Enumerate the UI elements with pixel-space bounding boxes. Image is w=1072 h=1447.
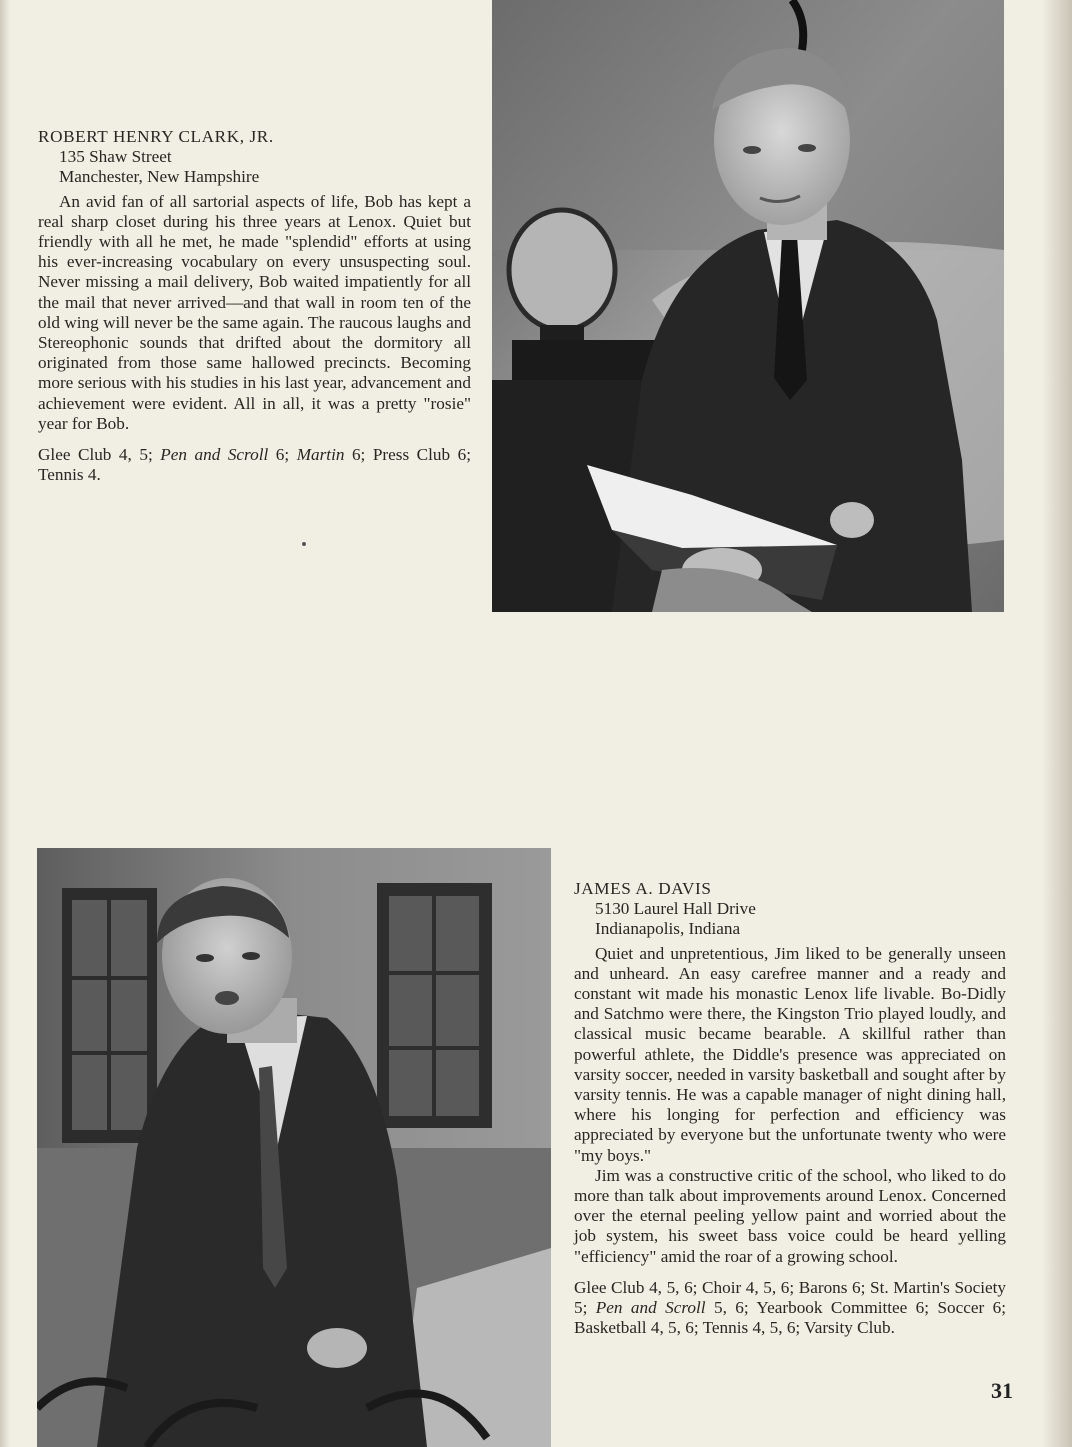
activities: Glee Club 4, 5; Pen and Scroll 6; Martin 6; Press Club 6; Tennis 4. bbox=[38, 445, 472, 485]
street-address: 135 Shaw Street bbox=[59, 147, 172, 167]
city-state: Manchester, New Hampshire bbox=[59, 167, 260, 187]
senior-entry-clark bbox=[38, 127, 471, 485]
city-state: Indianapolis, Indiana bbox=[595, 919, 741, 939]
page-gutter-shadow bbox=[0, 0, 10, 1447]
biography-part-2: Jim was a constructive critic of the school, who liked to do more than talk about improvements around Lenox. Concerned over the eternal peeling yellow paint and worried about the job system, his sweet bass voice could be heard yelling "efficiency" amid the roar of a growing school. bbox=[574, 1165, 1006, 1266]
portrait-photo-clark bbox=[492, 0, 1004, 612]
street-address: 5130 Laurel Hall Drive bbox=[595, 899, 756, 919]
print-speck bbox=[302, 542, 306, 546]
page-number: 31 bbox=[991, 1378, 1013, 1403]
biography: An avid fan of all sartorial aspects of life, Bob has kept a real sharp closet during his three years at Lenox. Quiet but friendly with all he met, he made "splendid" efforts at using his ever-increasing vocabulary on every unsuspecting soul. Never missing a mail delivery, Bob waited impatiently for all the mail that never arrived—and that wall in room ten of the old wing will never be the same again. The raucous laughs and Stereophonic sounds that drifted about the dormitory all originated from those same hallowed precincts. Becoming more serious with his studies in his last year, advancement and achievement were evident. All in all, it was a pretty "rosie" year for Bob. bbox=[38, 191, 471, 433]
page-edge bbox=[1042, 0, 1072, 1447]
senior-entry-davis bbox=[574, 879, 1006, 1338]
student-name: JAMES A. DAVIS bbox=[574, 879, 712, 898]
student-name: ROBERT HENRY CLARK, JR. bbox=[38, 127, 274, 146]
biography-part-1: Quiet and unpretentious, Jim liked to be generally unseen and unheard. An easy carefree manner and a ready and constant wit made his monastic Lenox life livable. Bo-Didly and Satchmo were there, the Kingston Trio played loudly, and classical music became bearable. A skillful rather than powerful athlete, the Diddle's presence was appreciated on varsity soccer, needed in varsity basketball and sought after by varsity tennis. He was a capable manager of night dining hall, where his longing for perfection and efficiency was appreciated by everyone but the unfortunate twenty who were "my boys." bbox=[574, 943, 1006, 1165]
activities: Glee Club 4, 5, 6; Choir 4, 5, 6; Barons 6; St. Martin's Society 5; Pen and Scroll 5, 6; Yearbook Committee 6; Soccer 6; Basketball 4, 5, 6; Tennis 4, 5, 6; Varsity Club. bbox=[574, 1277, 1007, 1338]
portrait-photo-davis bbox=[37, 848, 551, 1447]
